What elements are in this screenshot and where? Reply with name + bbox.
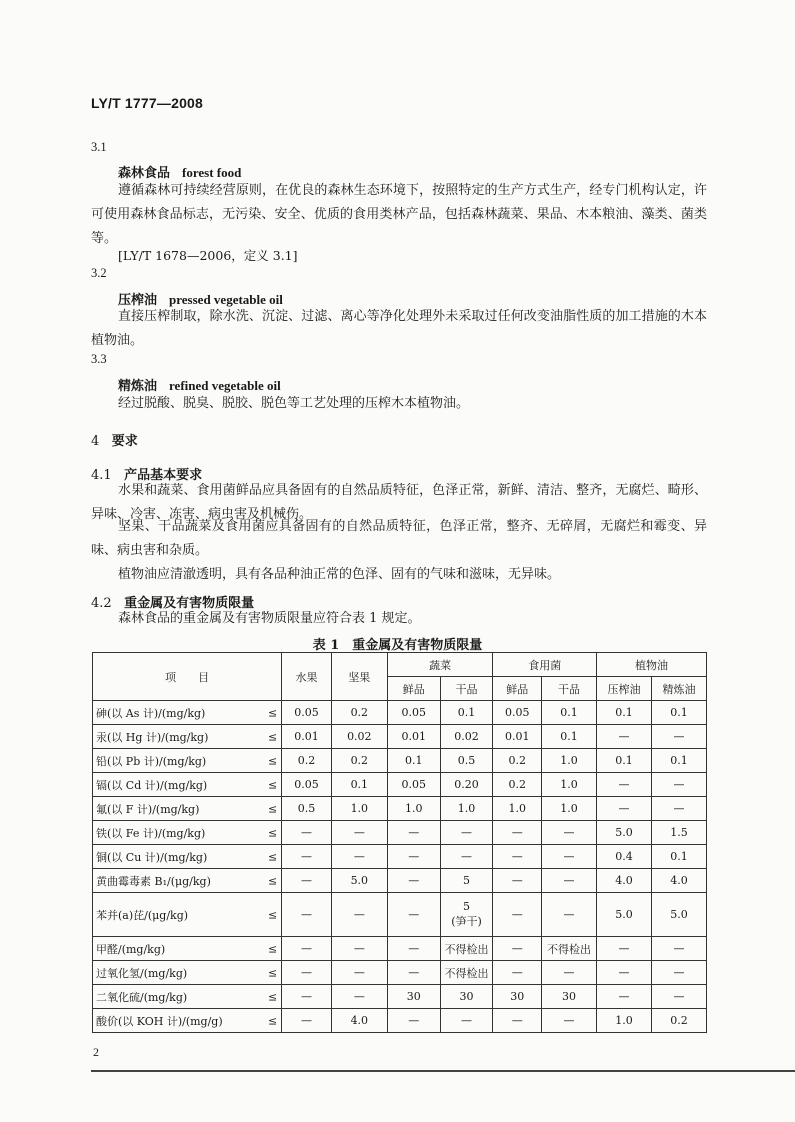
cell-value: — xyxy=(511,1014,523,1027)
table-cell xyxy=(542,821,597,845)
table-cell xyxy=(542,1009,597,1033)
cell-value: 0.5 xyxy=(457,754,476,767)
cell-value: — xyxy=(408,874,420,887)
row-item-label: 铁(以 Fe 计)/(mg/kg) xyxy=(96,826,206,840)
less-equal-sign: ≤ xyxy=(267,826,278,839)
less-equal-sign: ≤ xyxy=(267,802,278,815)
cell-value: 0.05 xyxy=(401,706,426,719)
table-cell xyxy=(331,797,387,821)
cell-value: 0.5 xyxy=(297,802,316,815)
table-row xyxy=(93,893,707,937)
header-oil-pressed: 压榨油 xyxy=(597,677,652,701)
table-cell xyxy=(542,845,597,869)
table-cell xyxy=(440,845,493,869)
cell-note: (笋干) xyxy=(451,915,482,928)
cell-value: 5.0 xyxy=(615,826,633,839)
cell-value: — xyxy=(300,850,312,863)
cell-value: — xyxy=(618,966,630,979)
cell-value: — xyxy=(461,850,473,863)
cell-value: 1.0 xyxy=(508,802,527,815)
table-cell xyxy=(387,937,440,961)
table-row xyxy=(93,845,707,869)
table-cell xyxy=(651,725,706,749)
table-cell xyxy=(651,1009,706,1033)
table-cell xyxy=(282,749,332,773)
cell-value: 30 xyxy=(562,990,577,1003)
header-fungi: 食用菌 xyxy=(493,653,597,677)
row-item-label: 苯并(a)芘/(μg/kg) xyxy=(96,908,189,922)
cell-value: — xyxy=(511,850,523,863)
cell-value: 1.0 xyxy=(457,802,476,815)
header-veg-dry: 干品 xyxy=(440,677,493,701)
cell-value: 0.2 xyxy=(508,754,527,767)
cell-value: 不得检出 xyxy=(547,942,592,956)
cell-value: 0.1 xyxy=(615,754,633,767)
table-cell xyxy=(440,893,493,937)
cell-value: — xyxy=(618,802,630,815)
cell-value: 0.05 xyxy=(294,778,319,791)
row-item-label: 氟(以 F 计)/(mg/kg) xyxy=(96,802,200,816)
table-cell xyxy=(331,821,387,845)
clause-3-1-number: 3.1 xyxy=(91,140,107,154)
row-item xyxy=(93,797,282,821)
table-cell xyxy=(493,869,542,893)
table-cell xyxy=(493,701,542,725)
cell-value: 1.0 xyxy=(560,802,578,815)
table-cell xyxy=(542,797,597,821)
table-cell xyxy=(542,773,597,797)
table-cell xyxy=(493,725,542,749)
table-cell xyxy=(282,893,332,937)
table-cell xyxy=(440,749,493,773)
cell-value: 5 xyxy=(463,900,471,913)
header-nut: 坚果 xyxy=(331,653,387,701)
cell-value: — xyxy=(673,966,685,979)
cell-value: — xyxy=(353,908,365,921)
table-cell xyxy=(542,749,597,773)
less-equal-sign: ≤ xyxy=(267,908,278,921)
less-equal-sign: ≤ xyxy=(267,706,278,719)
table-cell xyxy=(440,1009,493,1033)
row-item xyxy=(93,893,282,937)
term-cn: 森林食品 xyxy=(118,166,171,181)
cell-value: 0.1 xyxy=(670,850,688,863)
table-cell xyxy=(597,985,652,1009)
row-item xyxy=(93,845,282,869)
cell-value: 0.05 xyxy=(294,706,319,719)
table-cell xyxy=(493,937,542,961)
cell-value: 0.1 xyxy=(404,754,423,767)
section-4-1-heading: 4.1 产品基本要求 xyxy=(91,468,203,483)
cell-value: — xyxy=(408,908,420,921)
cell-value: 0.2 xyxy=(670,1014,688,1027)
cell-value: 0.01 xyxy=(505,730,530,743)
header-fungi-fresh: 鲜品 xyxy=(493,677,542,701)
table-cell xyxy=(282,797,332,821)
cell-value: — xyxy=(408,850,420,863)
table-caption: 表 1 重金属及有害物质限量 xyxy=(312,638,483,653)
table-cell xyxy=(597,1009,652,1033)
table-cell xyxy=(440,937,493,961)
table-row xyxy=(93,725,707,749)
cell-value: 0.01 xyxy=(401,730,426,743)
cell-value: 5.0 xyxy=(670,908,688,921)
term-en: pressed vegetable oil xyxy=(169,292,283,307)
less-equal-sign: ≤ xyxy=(267,966,278,979)
table-cell xyxy=(493,749,542,773)
table-cell xyxy=(493,893,542,937)
cell-value: — xyxy=(618,778,630,791)
cell-value: — xyxy=(563,850,575,863)
cell-value: 0.4 xyxy=(615,850,633,863)
table-cell xyxy=(542,985,597,1009)
cell-value: 0.1 xyxy=(457,706,476,719)
table-cell xyxy=(651,893,706,937)
table-cell xyxy=(597,937,652,961)
table-cell xyxy=(387,797,440,821)
table-row xyxy=(93,985,707,1009)
cell-value: 不得检出 xyxy=(444,942,489,956)
table-cell xyxy=(440,725,493,749)
cell-value: 0.01 xyxy=(294,730,319,743)
row-item xyxy=(93,701,282,725)
cell-value: — xyxy=(673,730,685,743)
table-cell xyxy=(387,773,440,797)
row-item xyxy=(93,985,282,1009)
row-item-label: 黄曲霉毒素 B₁/(μg/kg) xyxy=(96,874,211,888)
cell-value: — xyxy=(408,966,420,979)
section-4-1-para-3: 植物油应清澈透明，具有各品种油正常的色泽、固有的气味和滋味，无异味。 xyxy=(118,567,561,582)
table-cell xyxy=(282,961,332,985)
cell-value: 30 xyxy=(459,990,474,1003)
table-row xyxy=(93,1009,707,1033)
table-cell xyxy=(440,701,493,725)
cell-value: 0.2 xyxy=(297,754,316,767)
table-cell xyxy=(282,725,332,749)
table-cell xyxy=(493,845,542,869)
row-item xyxy=(93,749,282,773)
section-4-heading: 4 要求 xyxy=(91,434,138,449)
table-cell xyxy=(651,985,706,1009)
table-cell xyxy=(282,1009,332,1033)
table-row xyxy=(93,961,707,985)
term-en: forest food xyxy=(182,165,242,180)
cell-value: — xyxy=(563,966,575,979)
limits-table xyxy=(92,652,707,1033)
table-cell xyxy=(651,869,706,893)
table-row xyxy=(93,821,707,845)
table-cell xyxy=(597,749,652,773)
table-cell xyxy=(387,985,440,1009)
row-item xyxy=(93,725,282,749)
row-item xyxy=(93,937,282,961)
cell-value: — xyxy=(563,826,575,839)
table-cell xyxy=(387,893,440,937)
cell-value: 0.05 xyxy=(505,706,530,719)
cell-value: 0.20 xyxy=(454,778,479,791)
table-cell xyxy=(331,985,387,1009)
cell-value: — xyxy=(408,1014,420,1027)
table-cell xyxy=(493,985,542,1009)
row-item-label: 砷(以 As 计)/(mg/kg) xyxy=(96,706,206,720)
term-en: refined vegetable oil xyxy=(169,378,281,393)
table-cell xyxy=(387,961,440,985)
cell-value: 1.0 xyxy=(350,802,369,815)
clause-3-2-definition: 直接压榨制取，除水洗、沉淀、过滤、离心等净化处理外未采取过任何改变油脂性质的加工措施的木本植物油。 xyxy=(91,309,707,348)
section-4-2-heading: 4.2 重金属及有害物质限量 xyxy=(91,596,255,611)
cell-value: 0.2 xyxy=(350,754,369,767)
row-item-label: 甲醛/(mg/kg) xyxy=(96,942,166,956)
cell-value: 4.0 xyxy=(350,1014,369,1027)
table-cell xyxy=(387,725,440,749)
cell-value: — xyxy=(511,966,523,979)
cell-value: 0.1 xyxy=(560,730,578,743)
table-cell xyxy=(282,773,332,797)
cell-value: 30 xyxy=(510,990,525,1003)
cell-value: — xyxy=(673,990,685,1003)
cell-value: 4.0 xyxy=(670,874,688,887)
cell-value: 0.2 xyxy=(508,778,527,791)
table-cell xyxy=(440,821,493,845)
table-cell xyxy=(331,893,387,937)
table-cell xyxy=(493,961,542,985)
row-item-label: 酸价(以 KOH 计)/(mg/g) xyxy=(96,1014,223,1028)
header-oil: 植物油 xyxy=(597,653,707,677)
table-cell xyxy=(387,821,440,845)
header-veg-fresh: 鲜品 xyxy=(387,677,440,701)
cell-value: 0.02 xyxy=(454,730,479,743)
cell-value: — xyxy=(618,942,630,955)
less-equal-sign: ≤ xyxy=(267,730,278,743)
table-cell xyxy=(387,749,440,773)
cell-value: 0.02 xyxy=(347,730,372,743)
table-row xyxy=(93,773,707,797)
cell-value: — xyxy=(353,942,365,955)
cell-value: — xyxy=(673,778,685,791)
cell-value: 0.1 xyxy=(560,706,578,719)
table-cell xyxy=(542,937,597,961)
less-equal-sign: ≤ xyxy=(267,850,278,863)
row-item-label: 铅(以 Pb 计)/(mg/kg) xyxy=(96,754,207,768)
table-cell xyxy=(651,821,706,845)
table-cell xyxy=(542,893,597,937)
table-cell xyxy=(597,725,652,749)
cell-value: — xyxy=(511,826,523,839)
table-cell xyxy=(651,749,706,773)
cell-value: — xyxy=(300,1014,312,1027)
cell-value: — xyxy=(300,966,312,979)
cell-value: 30 xyxy=(406,990,421,1003)
table-cell xyxy=(331,961,387,985)
table-cell xyxy=(597,773,652,797)
table-cell xyxy=(651,961,706,985)
cell-value: 不得检出 xyxy=(444,966,489,980)
table-cell xyxy=(440,985,493,1009)
table-cell xyxy=(387,701,440,725)
row-item xyxy=(93,773,282,797)
table-cell xyxy=(282,701,332,725)
table-cell xyxy=(387,869,440,893)
less-equal-sign: ≤ xyxy=(267,990,278,1003)
cell-value: 0.1 xyxy=(670,754,688,767)
table-cell xyxy=(440,869,493,893)
table-cell xyxy=(331,937,387,961)
table-cell xyxy=(282,937,332,961)
table-cell xyxy=(493,797,542,821)
row-item xyxy=(93,869,282,893)
table-cell xyxy=(493,773,542,797)
table-row xyxy=(93,869,707,893)
table-cell xyxy=(331,869,387,893)
cell-value: 1.0 xyxy=(560,754,578,767)
cell-value: — xyxy=(673,942,685,955)
table-cell xyxy=(493,1009,542,1033)
table-cell xyxy=(597,845,652,869)
table-cell xyxy=(331,1009,387,1033)
less-equal-sign: ≤ xyxy=(267,942,278,955)
row-item xyxy=(93,821,282,845)
cell-value: — xyxy=(563,874,575,887)
cell-value: — xyxy=(461,1014,473,1027)
cell-value: — xyxy=(300,874,312,887)
table-row xyxy=(93,797,707,821)
header-fruit: 水果 xyxy=(282,653,332,701)
table-cell xyxy=(282,985,332,1009)
row-item xyxy=(93,1009,282,1033)
cell-value: — xyxy=(353,850,365,863)
section-4-1-para-1: 水果和蔬菜、食用菌鲜品应具备固有的自然品质特征，色泽正常，新鲜、清洁、整齐，无腐烂、畸形、异味、冷害、冻害、病虫害及机械伤。 xyxy=(91,483,707,522)
cell-value: — xyxy=(461,826,473,839)
table-cell xyxy=(387,1009,440,1033)
table-cell xyxy=(542,701,597,725)
less-equal-sign: ≤ xyxy=(267,778,278,791)
table-cell xyxy=(331,773,387,797)
header-item: 项 目 xyxy=(93,653,282,701)
table-cell xyxy=(651,797,706,821)
cell-value: 5.0 xyxy=(350,874,369,887)
table-cell xyxy=(597,869,652,893)
table-cell xyxy=(493,821,542,845)
row-item-label: 汞(以 Hg 计)/(mg/kg) xyxy=(96,730,209,744)
table-cell xyxy=(331,725,387,749)
section-4-2-para-1: 森林食品的重金属及有害物质限量应符合表 1 规定。 xyxy=(118,611,421,626)
row-item-label: 镉(以 Cd 计)/(mg/kg) xyxy=(96,778,208,792)
cell-value: — xyxy=(300,908,312,921)
cell-value: — xyxy=(563,1014,575,1027)
cell-value: — xyxy=(408,826,420,839)
term-cn: 压榨油 xyxy=(118,293,158,308)
table-cell xyxy=(387,845,440,869)
cell-value: — xyxy=(353,826,365,839)
table-cell xyxy=(282,869,332,893)
row-item-label: 过氧化氢/(mg/kg) xyxy=(96,966,188,980)
table-cell xyxy=(651,845,706,869)
clause-3-1-reference: [LY/T 1678—2006，定义 3.1] xyxy=(118,248,298,263)
cell-value: 0.1 xyxy=(615,706,633,719)
table-cell xyxy=(597,821,652,845)
clause-3-1-definition: 遵循森林可持续经营原则，在优良的森林生态环境下，按照特定的生产方式生产，经专门机构认定，许可使用森林食品标志，无污染、安全、优质的食用类林产品，包括森林蔬菜、果品、木本粮油、藻类、菌类等。 xyxy=(91,183,707,246)
clause-3-2-number: 3.2 xyxy=(91,266,107,280)
table-body xyxy=(93,701,707,1033)
cell-value: 4.0 xyxy=(615,874,633,887)
table-cell xyxy=(597,701,652,725)
cell-value: 5 xyxy=(463,874,471,887)
bottom-rule xyxy=(91,1070,795,1072)
less-equal-sign: ≤ xyxy=(267,1014,278,1027)
less-equal-sign: ≤ xyxy=(267,874,278,887)
cell-value: 0.1 xyxy=(670,706,688,719)
table-cell xyxy=(440,797,493,821)
table-cell xyxy=(597,893,652,937)
table-row xyxy=(93,701,707,725)
table-row xyxy=(93,937,707,961)
table-cell xyxy=(331,749,387,773)
cell-value: 1.5 xyxy=(670,826,688,839)
table-cell xyxy=(440,773,493,797)
cell-value: 1.0 xyxy=(615,1014,633,1027)
header-oil-refined: 精炼油 xyxy=(651,677,706,701)
table-cell xyxy=(651,701,706,725)
cell-value: — xyxy=(511,908,523,921)
cell-value: — xyxy=(563,908,575,921)
standard-code: LY/T 1777—2008 xyxy=(91,95,204,111)
header-fungi-dry: 干品 xyxy=(542,677,597,701)
clause-3-3-number: 3.3 xyxy=(91,352,107,366)
cell-value: — xyxy=(353,966,365,979)
table-cell xyxy=(597,797,652,821)
table-row xyxy=(93,749,707,773)
less-equal-sign: ≤ xyxy=(267,754,278,767)
cell-value: — xyxy=(618,730,630,743)
table-cell xyxy=(597,961,652,985)
table-cell xyxy=(542,725,597,749)
term-cn: 精炼油 xyxy=(118,379,158,394)
cell-value: 0.1 xyxy=(350,778,369,791)
cell-value: 0.2 xyxy=(350,706,369,719)
row-item-label: 铜(以 Cu 计)/(mg/kg) xyxy=(96,850,208,864)
header-vegetable: 蔬菜 xyxy=(387,653,493,677)
page-number: 2 xyxy=(93,1045,99,1059)
table-cell xyxy=(542,961,597,985)
cell-value: 5.0 xyxy=(615,908,633,921)
cell-value: — xyxy=(353,990,365,1003)
clause-3-3-definition: 经过脱酸、脱臭、脱胶、脱色等工艺处理的压榨木本植物油。 xyxy=(118,396,470,411)
table-cell xyxy=(651,937,706,961)
table-cell xyxy=(331,701,387,725)
table-cell xyxy=(282,821,332,845)
cell-value: 1.0 xyxy=(404,802,423,815)
cell-value: 1.0 xyxy=(560,778,578,791)
row-item-label: 二氧化硫/(mg/kg) xyxy=(96,990,188,1004)
table-cell xyxy=(331,845,387,869)
section-4-1-para-2: 坚果、干品蔬菜及食用菌应具备固有的自然品质特征，色泽正常，整齐、无碎屑，无腐烂和霉变、异味、病虫害和杂质。 xyxy=(91,519,707,558)
table-cell xyxy=(651,773,706,797)
row-item xyxy=(93,961,282,985)
table-cell xyxy=(542,869,597,893)
cell-value: — xyxy=(300,990,312,1003)
cell-value: — xyxy=(300,826,312,839)
cell-value: — xyxy=(618,990,630,1003)
table-cell xyxy=(440,961,493,985)
cell-value: — xyxy=(408,942,420,955)
cell-value: 0.05 xyxy=(401,778,426,791)
cell-value: — xyxy=(511,874,523,887)
table-cell xyxy=(282,845,332,869)
cell-value: — xyxy=(673,802,685,815)
cell-value: — xyxy=(300,942,312,955)
cell-value: — xyxy=(511,942,523,955)
